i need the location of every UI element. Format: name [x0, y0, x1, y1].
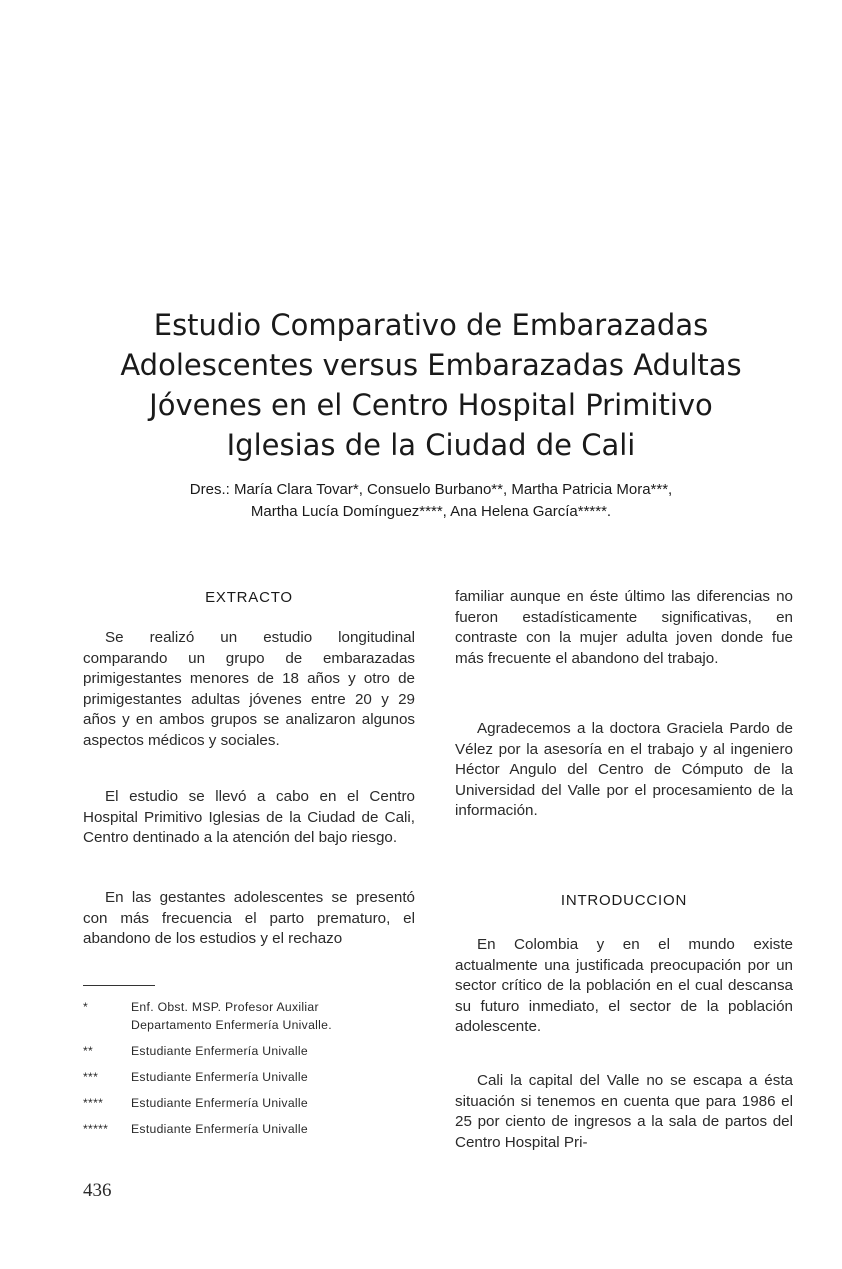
- abstract-paragraph: Se realizó un estudio longitudinal comparando un grupo de embarazadas primigestantes menores de 18 años y otro de primigestantes adultas jóvenes entre 20 y 29 años y en ambos grupos se analizaron algunos aspectos médicos y sociales.: [83, 629, 415, 749]
- author-line: Dres.: María Clara Tovar*, Consuelo Burbano**, Martha Patricia Mora***,: [189, 481, 673, 498]
- author-line: Martha Lucía Domínguez****, Ana Helena García*****.: [250, 503, 612, 520]
- footnote-divider: [83, 985, 155, 986]
- footnote-text: [131, 1042, 308, 1060]
- footnote-line: Estudiante Enfermería Univalle: [131, 1044, 309, 1058]
- footnote-line: Estudiante Enfermería Univalle: [131, 1096, 309, 1110]
- abstract-continuation: familiar aunque en éste último las diferencias no fueron estadísticamente significativas, en contraste con la mujer adulta joven donde fue más frecuente el abandono del trabajo.: [455, 588, 793, 667]
- footnote: [83, 1068, 423, 1086]
- introduction-paragraph: En Colombia y en el mundo existe actualmente una justificada preocupación por un sector crítico de la población en el cual descansa su futuro inmediato, el sector de la población adolescente.: [455, 936, 793, 1036]
- footnote: [83, 1042, 423, 1060]
- introduction-paragraph: Cali la capital del Valle no se escapa a ésta situación si tenemos en cuenta que para 1986 el 25 por ciento de ingresos a la sala de partos del Centro Hospital Pri-: [455, 1072, 793, 1151]
- footnote-mark: ***: [83, 1070, 99, 1084]
- footnote-text: [131, 1068, 308, 1086]
- footnote-line: Departamento Enfermería Univalle.: [131, 1018, 332, 1032]
- footnote-line: Estudiante Enfermería Univalle: [131, 1122, 309, 1136]
- footnote-text: [131, 998, 332, 1034]
- title-line: Jóvenes en el Centro Hospital Primitivo: [149, 388, 713, 422]
- footnote-line: Enf. Obst. MSP. Profesor Auxiliar: [131, 1000, 319, 1014]
- title-line: Iglesias de la Ciudad de Cali: [226, 428, 636, 462]
- footnote-mark: ****: [83, 1096, 104, 1110]
- abstract-heading: EXTRACTO: [205, 589, 293, 606]
- author-list: [60, 479, 802, 523]
- footnote-line: Estudiante Enfermería Univalle: [131, 1070, 309, 1084]
- footnote: [83, 998, 423, 1034]
- abstract-paragraph: En las gestantes adolescentes se presentó con más frecuencia el parto prematuro, el abandono de los estudios y el rechazo: [83, 889, 415, 948]
- page-number: 436: [83, 1180, 112, 1201]
- footnote-text: [131, 1120, 308, 1138]
- footnote-mark: *: [83, 1000, 89, 1014]
- footnote: [83, 1094, 423, 1112]
- footnote-text: [131, 1094, 308, 1112]
- article-title: [60, 305, 802, 465]
- footnote-mark: *****: [83, 1122, 109, 1136]
- footnote-mark: **: [83, 1044, 94, 1058]
- title-line: Adolescentes versus Embarazadas Adultas: [120, 348, 742, 382]
- footnote: [83, 1120, 423, 1138]
- title-line: Estudio Comparativo de Embarazadas: [153, 308, 709, 342]
- acknowledgment-paragraph: Agradecemos a la doctora Graciela Pardo de Vélez por la asesoría en el trabajo y al ingeniero Héctor Angulo del Centro de Cómputo de la Universidad del Valle por el procesamiento de la información.: [455, 720, 793, 820]
- introduction-heading: INTRODUCCION: [560, 892, 688, 909]
- footnotes: [83, 998, 423, 1146]
- abstract-paragraph: El estudio se llevó a cabo en el Centro Hospital Primitivo Iglesias de la Ciudad de Cali, Centro dentinado a la atención del bajo riesgo.: [83, 788, 415, 847]
